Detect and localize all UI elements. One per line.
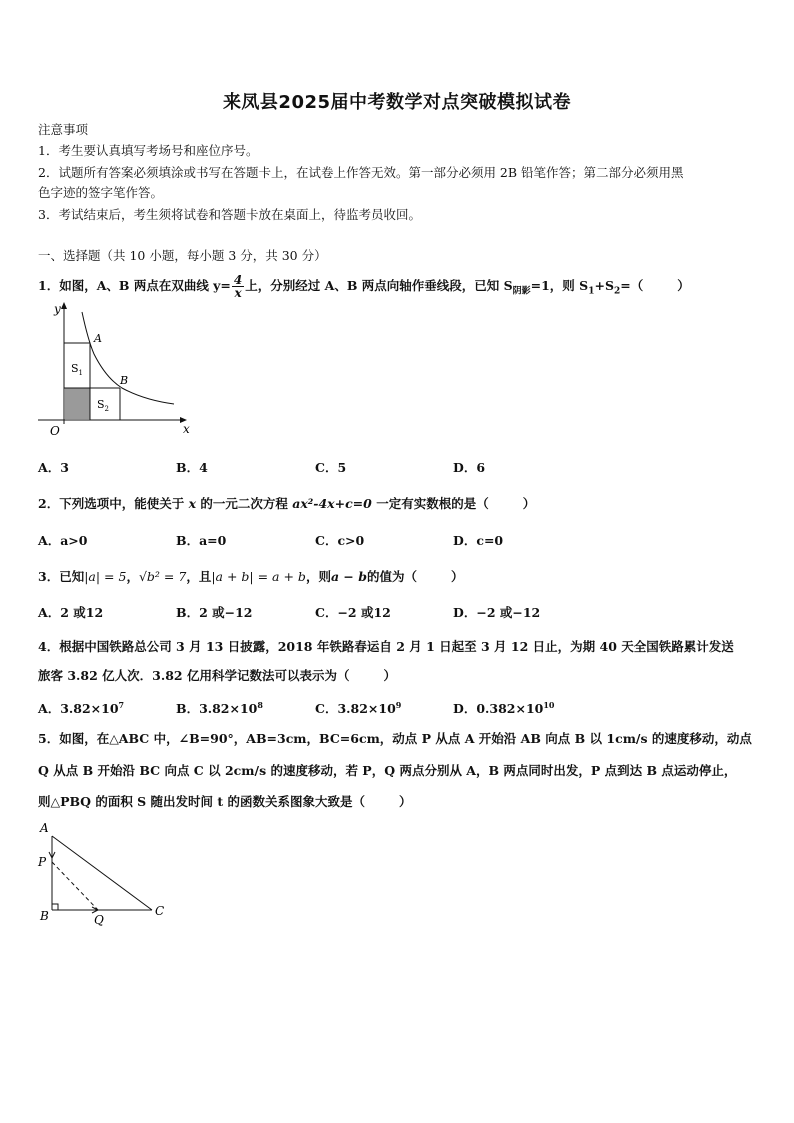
q1-hyperbola-figure [34,300,204,442]
side-ac [52,836,152,910]
q3-option-a[interactable]: A．2 或12 [38,605,104,620]
point-q-label: Q [94,913,104,927]
question-4-line-2: 旅客 3.82 亿人次．3.82 亿用科学记数法可以表示为（ ） [38,668,396,683]
q3-option-c[interactable]: C．−2 或12 [315,605,391,620]
right-angle-mark [52,904,58,910]
q1-option-b[interactable]: B．4 [176,460,208,475]
q1-option-c[interactable]: C．5 [315,460,347,475]
question-4-line-1: 4．根据中国铁路总公司 3 月 13 日披露，2018 年铁路春运自 2 月 1 日起至 3 月 12 日止，为期 40 天全国铁路累计发送 [38,639,734,654]
q4-option-b[interactable]: B．$3.82\times 10^8$ [176,699,263,716]
point-b-label: B [120,374,129,387]
q2-option-a[interactable]: A．a>0 [38,533,88,548]
point-a-label: A [94,332,102,345]
q1-fraction: $\frac{4}{x}$ [233,273,243,300]
shaded-region [65,388,90,419]
x-label: x [183,422,190,436]
q3-option-b[interactable]: B．2 或−12 [176,605,253,620]
q5-triangle-figure [34,818,174,930]
q4-option-a[interactable]: A．$3.82\times 10^7$ [38,699,125,716]
q2-option-b[interactable]: B．a=0 [176,533,227,548]
point-p-label: P [38,855,47,869]
notice-item-2: 2．试题所有答案必须填涂或书写在答题卡上，在试卷上作答无效。第一部分必须用 2B 铅笔作答；第二部分必须用黑 [38,165,684,180]
notice-heading: 注意事项 [38,122,89,137]
q2-option-c[interactable]: C．c>0 [315,533,365,548]
q3-option-d[interactable]: D．−2 或−12 [453,605,541,620]
vertex-b-label: B [40,909,49,923]
question-1-stem: 1．如图，A、B 两点在双曲线 y= $\frac{4}{x}$ 上，分别经过 A、B 两点向轴作垂线段，已知 $S_{阴影}=1$，则 $S_1+S_2=$（ ） [38,273,690,300]
question-5-line-1: 5．如图，在△ABC 中，∠B=90°，AB=3cm，BC=6cm，动点 P 从点 A 开始沿 AB 向点 B 以 1cm/s 的速度移动，动点 [38,731,752,746]
q4-option-d[interactable]: D．$0.382\times 10^{10}$ [453,699,555,716]
q1-pre: 1．如图，A、B 两点在双曲线 y= [38,278,231,293]
page-title: 来凤县2025届中考数学对点突破模拟试卷 [222,92,572,113]
y-label: y [54,302,61,316]
q4-option-c[interactable]: C．$3.82\times 10^9$ [315,699,402,716]
s1-label: $S_1$ [71,362,84,377]
origin-label: O [50,424,60,438]
q1-option-a[interactable]: A．3 [38,460,69,475]
notice-item-3: 3．考试结束后，考生须将试卷和答题卡放在桌面上，待监考员收回。 [38,207,421,222]
notice-item-1: 1．考生要认真填写考场号和座位序号。 [38,143,259,158]
section-heading: 一、选择题（共 10 小题，每小题 3 分，共 30 分） [38,248,327,263]
segment-pq [52,862,98,910]
vertex-c-label: C [155,904,165,918]
question-2-stem: 2．下列选项中，能使关于 x 的一元二次方程 ax²-4x+c=0 一定有实数根的是（ ） [38,496,536,511]
q2-option-d[interactable]: D．c=0 [453,533,504,548]
notice-item-2-cont: 色字迹的签字笔作答。 [38,185,164,200]
question-5-line-2: Q 从点 B 开始沿 BC 向点 C 以 2cm/s 的速度移动，若 P，Q 两点分别从 A，B 两点同时出发，P 点到达 B 点运动停止， [38,763,737,778]
y-axis-arrow [61,302,67,309]
question-5-line-3: 则△PBQ 的面积 S 随出发时间 t 的函数关系图象大致是（ ） [38,794,412,809]
s2-label: $S_2$ [97,398,110,413]
vertex-a-label: A [40,821,49,835]
hyperbola-curve [82,312,174,404]
q1-option-d[interactable]: D．6 [453,460,486,475]
question-3-stem: 3．已知|a| = 5，√b² = 7，且|a + b| = a + b，则a − b的值为（ ） [38,569,464,584]
